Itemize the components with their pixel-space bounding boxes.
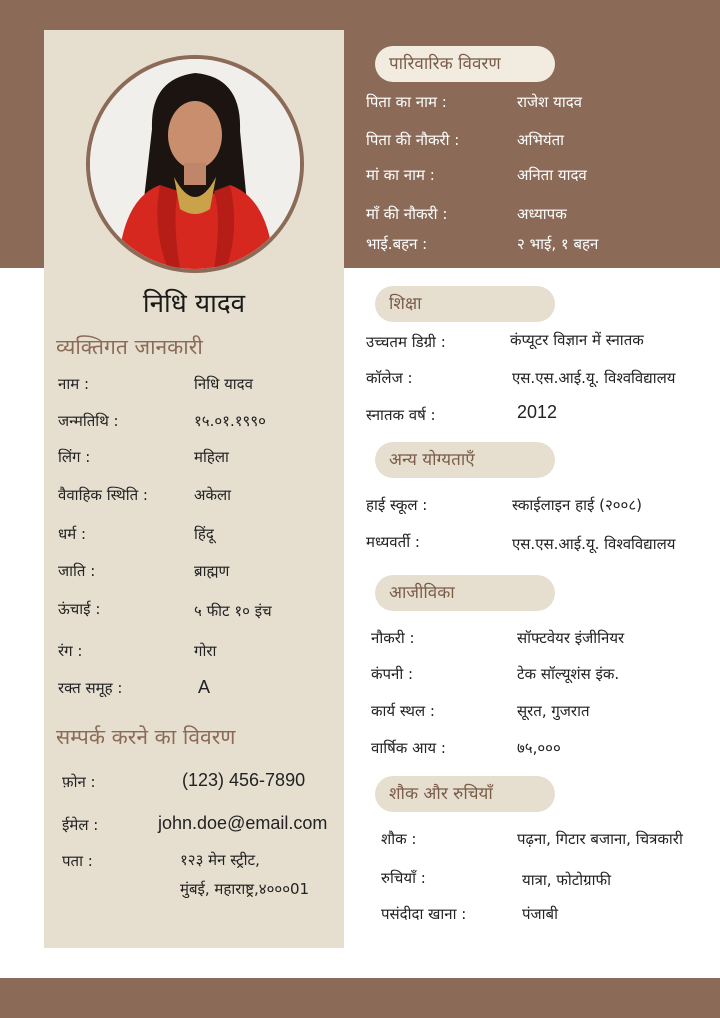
hobby-label: शौक : [381, 830, 417, 848]
graduation-year-label: स्नातक वर्ष : [366, 406, 436, 424]
hobby-value: पढ़ना, गिटार बजाना, चित्रकारी [517, 830, 683, 848]
favorite-food-label: पसंदीदा खाना : [381, 905, 467, 923]
company-label: कंपनी : [371, 665, 414, 683]
height-value: ५ फीट १० इंच [194, 602, 272, 620]
father-name-label: पिता का नाम : [366, 93, 447, 111]
degree-value: कंप्यूटर विज्ञान में स्नातक [510, 331, 644, 349]
career-heading: आजीविका [375, 575, 555, 611]
high-school-value: स्काईलाइन हाई (२००८) [512, 496, 643, 514]
degree-label: उच्चतम डिग्री : [366, 333, 446, 351]
job-value: सॉफ्टवेयर इंजीनियर [517, 629, 625, 647]
mother-name-value: अनिता यादव [517, 166, 587, 184]
family-heading: पारिवारिक विवरण [375, 46, 555, 82]
intermediate-label: मध्यवर्ती : [366, 533, 420, 551]
mother-name-label: मां का नाम : [366, 166, 435, 184]
company-value: टेक सॉल्यूशंस इंक. [517, 665, 620, 683]
personal-info-heading: व्यक्तिगत जानकारी [56, 335, 203, 359]
mother-job-value: अध्यापक [517, 205, 567, 223]
interests-value: यात्रा, फोटोग्राफी [522, 871, 611, 889]
email-value: john.doe@email.com [158, 813, 328, 833]
religion-label: धर्म : [58, 525, 87, 543]
marital-status-value: अकेला [194, 486, 232, 504]
father-name-value: राजेश यादव [517, 93, 583, 111]
other-qualifications-heading: अन्य योग्यताएँ [375, 442, 555, 478]
blood-group-label: रक्त समूह : [58, 679, 123, 697]
annual-income-value: ७५,००० [517, 739, 561, 757]
candidate-name: निधि यादव [142, 289, 246, 319]
marital-status-label: वैवाहिक स्थिति : [58, 486, 148, 504]
address-line-1: १२३ मेन स्ट्रीट, [180, 851, 260, 869]
annual-income-label: वार्षिक आय : [371, 739, 446, 757]
address-label: पता : [62, 852, 93, 870]
phone-label: फ़ोन : [62, 773, 96, 791]
dob-label: जन्मतिथि : [58, 412, 119, 430]
blood-group-value: A [198, 677, 211, 697]
caste-value: ब्राह्मण [194, 562, 230, 580]
hobbies-heading: शौक और रुचियाँ [375, 776, 555, 812]
education-heading: शिक्षा [375, 286, 555, 322]
college-value: एस.एस.आई.यू. विश्वविद्यालय [512, 369, 676, 387]
high-school-label: हाई स्कूल : [366, 496, 428, 514]
name-value: निधि यादव [194, 375, 253, 393]
graduation-year-value: 2012 [517, 402, 558, 422]
favorite-food-value: पंजाबी [522, 905, 558, 923]
gender-value: महिला [194, 448, 229, 466]
phone-value: (123) 456-7890 [182, 770, 306, 790]
gender-label: लिंग : [58, 448, 91, 466]
profile-photo-frame [86, 55, 304, 273]
workplace-value: सूरत, गुजरात [517, 702, 590, 720]
workplace-label: कार्य स्थल : [371, 702, 435, 720]
caste-label: जाति : [58, 562, 96, 580]
father-job-label: पिता की नौकरी : [366, 131, 460, 149]
dob-value: १५.०१.१९९० [194, 412, 266, 430]
complexion-label: रंग : [58, 642, 83, 660]
job-label: नौकरी : [371, 629, 415, 647]
intermediate-value: एस.एस.आई.यू. विश्वविद्यालय [512, 535, 676, 553]
profile-photo-icon [90, 59, 300, 269]
college-label: कॉलेज : [366, 369, 413, 387]
father-job-value: अभियंता [517, 131, 565, 149]
complexion-value: गोरा [194, 642, 217, 660]
religion-value: हिंदू [194, 525, 214, 543]
email-label: ईमेल : [62, 816, 99, 834]
footer-band [0, 978, 720, 1018]
mother-job-label: माँ की नौकरी : [366, 205, 448, 223]
name-label: नाम : [58, 375, 90, 393]
siblings-value: २ भाई, १ बहन [517, 235, 599, 253]
contact-heading: सम्पर्क करने का विवरण [56, 725, 236, 749]
interests-label: रुचियाँ : [381, 869, 426, 887]
address-line-2: मुंबई, महाराष्ट्र,४०००01 [180, 880, 310, 898]
siblings-label: भाई.बहन : [366, 235, 428, 253]
height-label: ऊंचाई : [58, 600, 101, 618]
